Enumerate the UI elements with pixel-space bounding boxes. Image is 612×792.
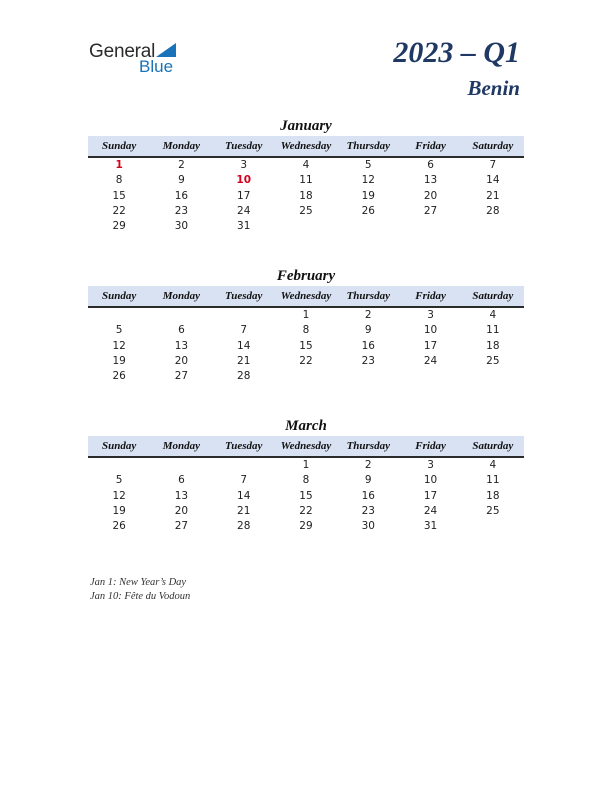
day-cell: 5 [115,324,123,337]
day-cell: 10 [423,324,438,337]
day-cell: 3 [427,459,434,471]
day-cell: 12 [112,339,126,352]
month-name: March [285,418,327,434]
day-cell: 9 [364,474,372,487]
day-cell [275,219,337,234]
day-cell [337,369,399,384]
week-row [88,323,524,338]
day-cell: 5 [115,474,123,487]
logo-triangle-icon [156,43,176,57]
weekday-saturday: Saturday [472,140,514,152]
weekday-header-row [88,286,524,308]
day-cell: 4 [302,159,310,171]
holiday-day-cell: 10 [236,174,252,187]
day-cell: 17 [237,189,251,202]
brand-logo [89,40,189,76]
day-cell: 22 [299,504,313,517]
day-cell: 24 [423,504,438,517]
week-row [88,369,524,384]
weekday-saturday: Saturday [472,440,514,452]
day-cell [399,369,461,384]
day-cell: 20 [174,354,189,367]
holiday-note: Jan 10: Fête du Vodoun [90,591,191,602]
day-cell: 4 [489,309,497,321]
day-cell: 29 [112,220,126,233]
day-cell: 21 [237,504,251,517]
day-cell: 18 [486,339,500,352]
holiday-notes [90,576,190,604]
weekday-thursday: Thursday [346,440,390,452]
weekday-sunday: Sunday [102,440,137,452]
weekday-header-row [88,436,524,458]
weekday-monday: Monday [162,290,201,302]
day-cell: 2 [364,309,372,321]
day-cell: 19 [112,504,126,517]
day-cell: 17 [423,339,438,352]
day-cell: 31 [423,520,438,533]
day-cell: 8 [302,474,310,487]
day-cell: 6 [178,324,185,337]
weekday-tuesday: Tuesday [224,290,263,302]
day-cell: 3 [427,309,434,321]
month-february [88,266,524,384]
month-name: January [280,118,332,134]
day-cell: 8 [115,174,123,187]
week-row [88,458,524,473]
day-cell: 8 [302,324,310,337]
day-cell: 23 [174,204,189,217]
day-cell: 12 [361,174,375,187]
month-march [88,416,524,534]
week-row [88,504,524,519]
day-cell: 26 [112,370,126,383]
day-cell: 19 [112,354,126,367]
weekday-tuesday: Tuesday [224,140,263,152]
day-cell: 7 [240,324,248,337]
day-cell: 30 [174,220,189,233]
day-cell: 12 [112,489,126,502]
week-row [88,219,524,234]
day-cell: 9 [364,324,372,337]
day-cell: 1 [302,459,310,471]
day-cell: 21 [237,354,251,367]
weekday-thursday: Thursday [346,290,390,302]
holiday-note: Jan 1: New Year’s Day [90,577,187,588]
day-cell: 2 [178,159,185,171]
day-cell: 23 [361,504,375,517]
day-cell [88,458,150,473]
day-cell: 28 [237,370,251,383]
weekday-wednesday: Wednesday [280,290,332,302]
day-cell: 2 [364,459,372,471]
day-cell: 22 [299,354,313,367]
day-cell: 4 [489,459,497,471]
week-row [88,339,524,354]
day-cell [150,458,212,473]
day-cell: 27 [174,370,189,383]
day-cell: 27 [423,204,438,217]
week-row [88,519,524,534]
month-name: February [276,268,336,284]
day-cell: 11 [486,324,500,337]
weekday-monday: Monday [162,440,201,452]
day-cell: 24 [237,204,251,217]
day-cell: 1 [302,309,310,321]
day-cell [462,519,524,534]
day-cell: 15 [299,489,313,502]
day-cell: 25 [486,354,500,367]
day-cell: 13 [423,174,438,187]
month-january [88,116,524,234]
day-cell: 3 [240,159,248,171]
week-row [88,308,524,323]
weekday-monday: Monday [162,140,201,152]
week-row [88,173,524,188]
weekday-tuesday: Tuesday [224,440,263,452]
day-cell: 24 [423,354,438,367]
day-cell: 16 [361,339,375,352]
page-subtitle: Benin [467,76,520,100]
day-cell: 30 [361,520,375,533]
day-cell: 22 [112,204,126,217]
day-cell: 25 [486,504,500,517]
page-title: 2023 – Q1 [393,36,520,69]
day-cell: 18 [486,489,500,502]
day-cell: 19 [361,189,375,202]
day-cell: 10 [423,474,438,487]
day-cell: 21 [486,189,500,202]
day-cell: 6 [178,474,185,487]
day-cell: 15 [112,189,126,202]
week-row [88,473,524,488]
day-cell: 16 [174,189,189,202]
day-cell: 7 [489,159,497,171]
holiday-day-cell: 1 [115,159,123,171]
weekday-wednesday: Wednesday [280,140,332,152]
day-cell: 7 [240,474,248,487]
day-cell: 11 [299,174,313,187]
day-cell [337,219,399,234]
day-cell: 18 [299,189,313,202]
weekday-sunday: Sunday [102,290,137,302]
day-cell [462,219,524,234]
day-cell [213,458,275,473]
weekday-thursday: Thursday [346,140,390,152]
weekday-friday: Friday [415,290,446,302]
day-cell: 29 [299,520,313,533]
week-row [88,158,524,173]
day-cell: 28 [237,520,251,533]
day-cell: 31 [237,220,251,233]
day-cell: 15 [299,339,313,352]
day-cell [88,308,150,323]
weekday-saturday: Saturday [472,290,514,302]
day-cell: 28 [486,204,500,217]
day-cell [213,308,275,323]
day-cell: 9 [178,174,185,187]
day-cell: 11 [486,474,500,487]
day-cell: 14 [237,339,251,352]
day-cell: 26 [112,520,126,533]
day-cell: 27 [174,520,189,533]
weekday-friday: Friday [415,140,446,152]
day-cell: 23 [361,354,375,367]
day-cell: 14 [486,174,500,187]
day-cell [399,219,461,234]
day-cell: 20 [174,504,189,517]
logo-word-general: General [89,41,156,62]
week-row [88,204,524,219]
day-cell: 20 [423,189,438,202]
day-cell: 13 [174,489,189,502]
day-cell: 5 [364,159,372,171]
day-cell: 13 [174,339,189,352]
day-cell: 25 [299,204,313,217]
week-row [88,354,524,369]
day-cell [462,369,524,384]
weekday-wednesday: Wednesday [280,440,332,452]
day-cell: 16 [361,489,375,502]
day-cell: 17 [423,489,438,502]
week-row [88,189,524,204]
weekday-sunday: Sunday [102,140,137,152]
day-cell: 14 [237,489,251,502]
day-cell [275,369,337,384]
weekday-friday: Friday [415,440,446,452]
week-row [88,489,524,504]
day-cell: 26 [361,204,375,217]
logo-word-blue: Blue [139,57,174,76]
day-cell: 6 [427,159,434,171]
weekday-header-row [88,136,524,158]
day-cell [150,308,212,323]
